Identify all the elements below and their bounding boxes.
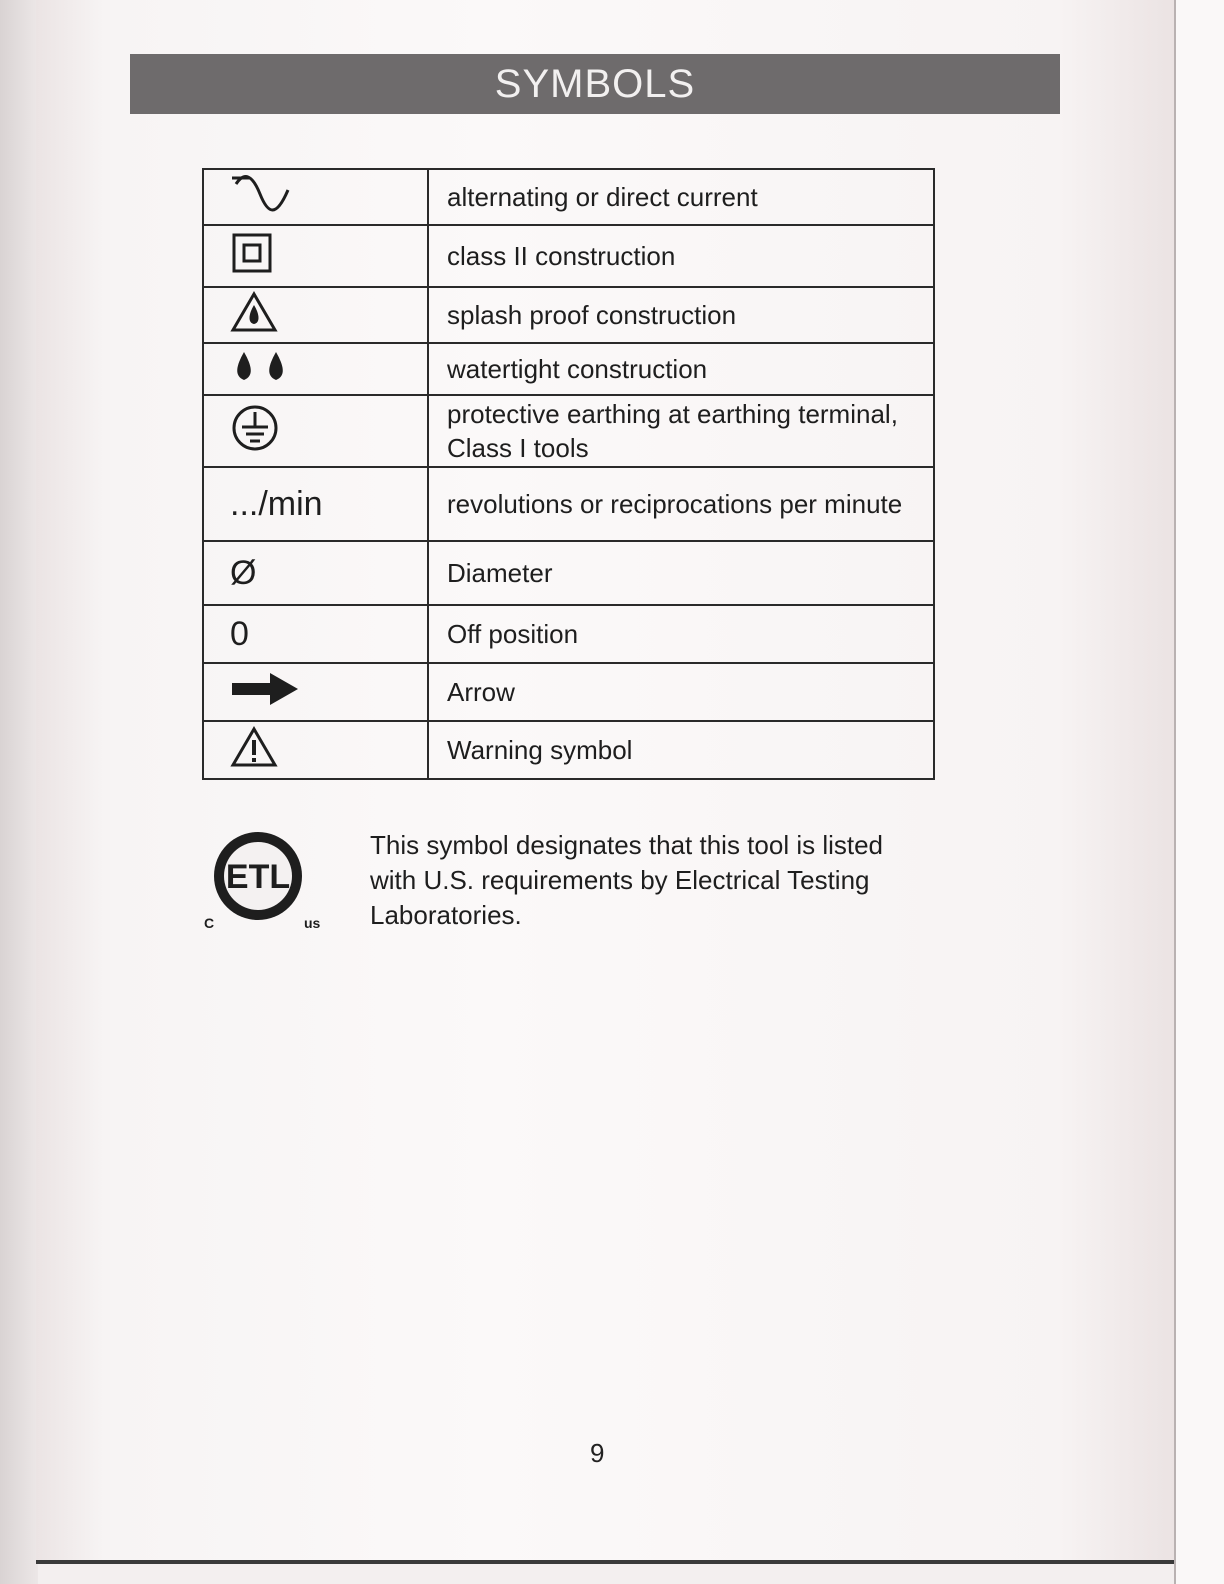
symbols-table (202, 168, 935, 780)
symbol-cell (203, 395, 428, 467)
arrow-right-icon (230, 671, 300, 707)
description-cell: revolutions or reciprocations per minute (428, 467, 934, 541)
description-cell: alternating or direct current (428, 169, 934, 225)
symbol-cell (203, 663, 428, 721)
etl-logo-us-mark: us (304, 915, 321, 931)
etl-logo-letters: ETL (225, 858, 291, 896)
certification-block (200, 828, 920, 938)
description-cell: Off position (428, 605, 934, 663)
table-row (203, 467, 934, 541)
ac-dc-current-icon (230, 172, 294, 216)
table-row (203, 541, 934, 605)
description-cell: splash proof construction (428, 287, 934, 343)
page-binding-edge (0, 0, 38, 1584)
page-number: 9 (590, 1438, 605, 1468)
table-row (203, 395, 934, 467)
earth-ground-circle-icon (230, 403, 280, 453)
off-position-symbol: 0 (230, 614, 249, 653)
description-cell: protective earthing at earthing terminal, Class I tools (428, 395, 934, 467)
etl-logo-c-mark: C (204, 915, 215, 931)
symbol-cell (203, 541, 428, 605)
description-cell: watertight construction (428, 343, 934, 395)
table-row (203, 287, 934, 343)
table-row (203, 605, 934, 663)
symbol-cell (203, 287, 428, 343)
symbol-cell (203, 169, 428, 225)
etl-listed-logo-icon (200, 828, 330, 933)
certification-text: This symbol designates that this tool is listed with U.S. requirements by Electrical Testing Laboratories. (370, 830, 884, 930)
description-cell: Diameter (428, 541, 934, 605)
description-cell: class II construction (428, 225, 934, 287)
two-drops-icon (230, 348, 292, 384)
table-row (203, 343, 934, 395)
symbol-cell (203, 721, 428, 779)
page-right-margin (1174, 0, 1224, 1584)
table-row (203, 663, 934, 721)
table-row (203, 225, 934, 287)
table-row (203, 721, 934, 779)
page-title: SYMBOLS (130, 54, 1060, 114)
table-row (203, 169, 934, 225)
symbol-cell (203, 467, 428, 541)
diameter-symbol: Ø (230, 553, 257, 592)
symbol-cell (203, 225, 428, 287)
class-ii-square-icon (230, 231, 274, 275)
symbol-cell (203, 343, 428, 395)
description-cell: Arrow (428, 663, 934, 721)
description-cell: Warning symbol (428, 721, 934, 779)
symbol-cell (203, 605, 428, 663)
warning-triangle-icon (230, 726, 278, 768)
splash-drop-triangle-icon (230, 291, 278, 333)
per-minute-symbol: .../min (230, 484, 323, 523)
